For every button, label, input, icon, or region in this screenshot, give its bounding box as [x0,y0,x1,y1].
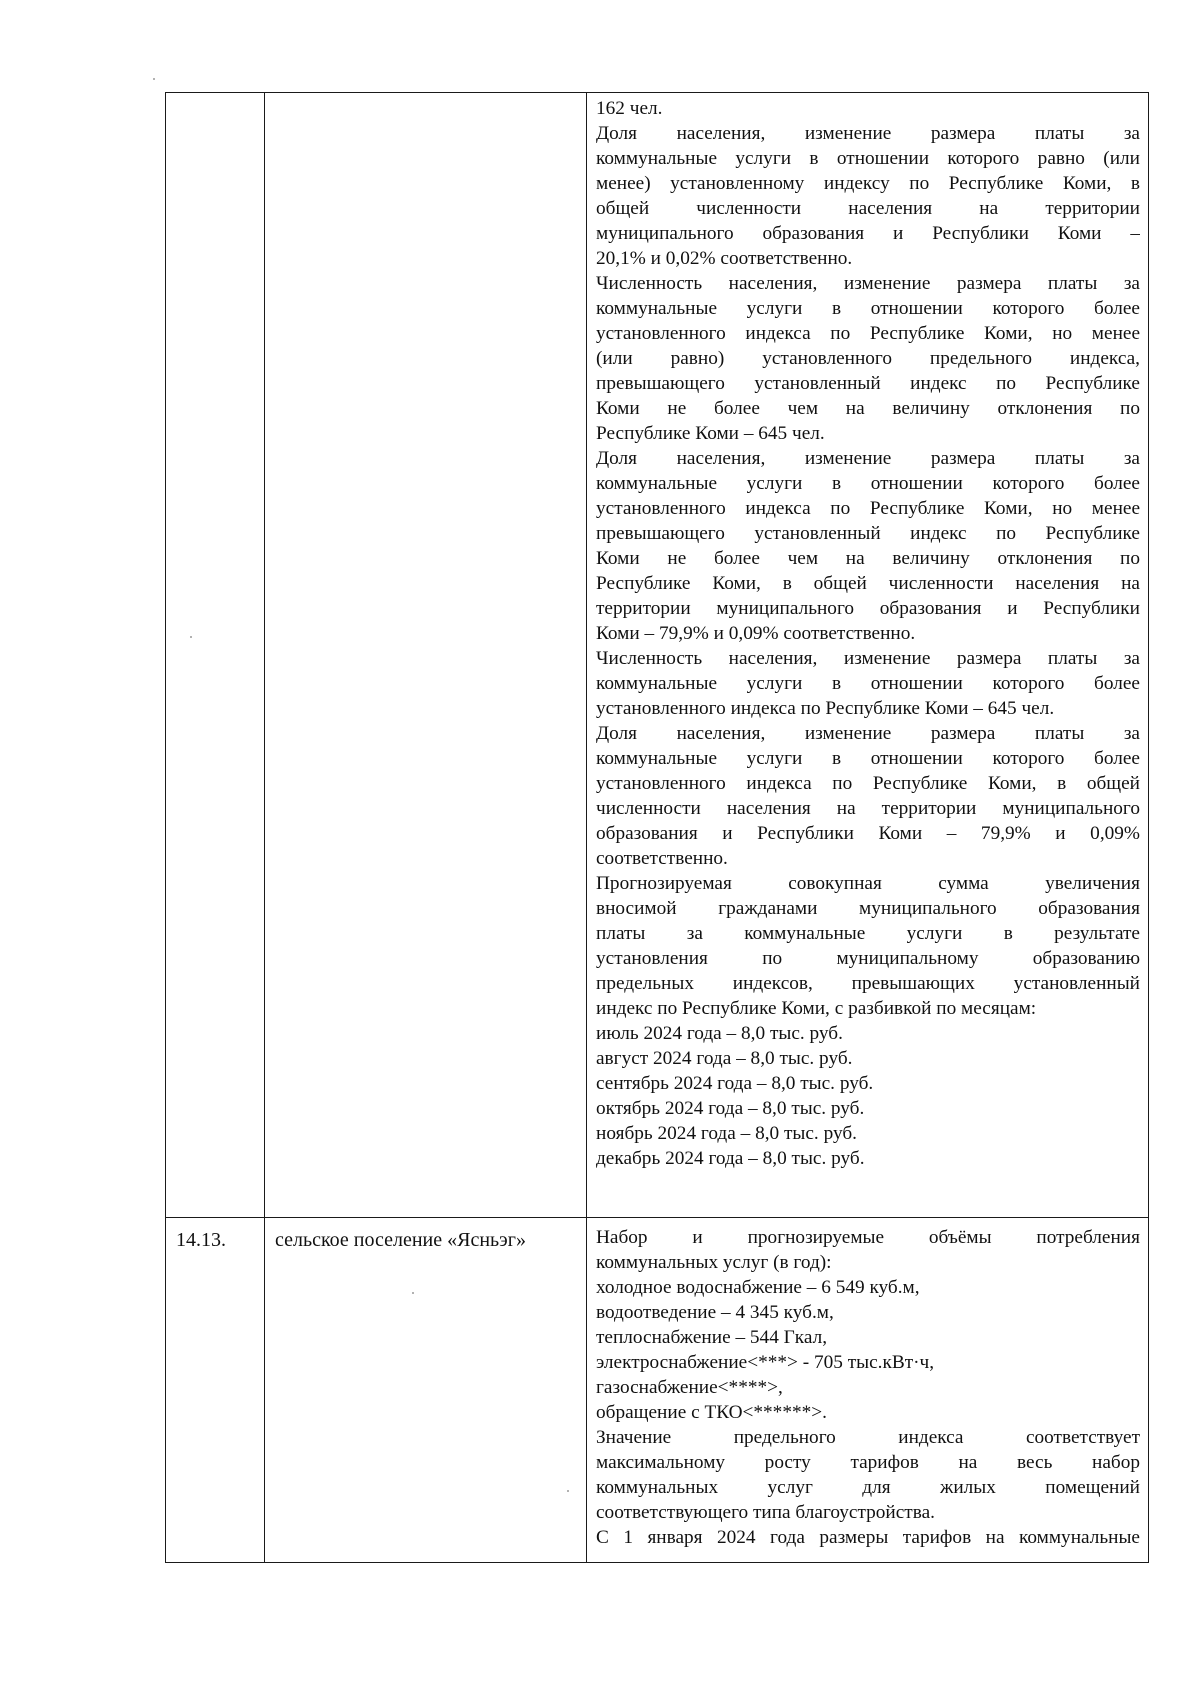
text-line: коммунальные услуги в отношении которого равно (или [596,148,1140,169]
text-line: территории муниципального образования и Республики [596,598,1140,619]
text-line: платы за коммунальные услуги в результате [596,923,1140,944]
text-line: установленного индекса по Республике Коми – 645 чел. [596,698,1055,719]
text-line: Доля населения, изменение размера платы за [596,448,1140,469]
text-line: обращение с ТКО<******>. [596,1402,827,1423]
scan-speck [412,1292,414,1294]
text-line: декабрь 2024 года – 8,0 тыс. руб. [596,1148,865,1169]
text-line: Доля населения, изменение размера платы за [596,723,1140,744]
text-line: коммунальные услуги в отношении которого более [596,298,1140,319]
text-line: муниципального образования и Республики Коми – [596,223,1140,244]
text-line: июль 2024 года – 8,0 тыс. руб. [596,1023,843,1044]
text-line: ноябрь 2024 года – 8,0 тыс. руб. [596,1123,857,1144]
text-line: холодное водоснабжение – 6 549 куб.м, [596,1277,920,1298]
text-line: коммунальных услуг для жилых помещений [596,1477,1140,1498]
text-line: Доля населения, изменение размера платы за [596,123,1140,144]
text-line: соответственно. [596,848,728,869]
table-row [166,93,1149,1218]
text-line: водоотведение – 4 345 куб.м, [596,1302,834,1323]
text-line: Прогнозируемая совокупная сумма увеличения [596,873,1140,894]
description-text [596,1225,1140,1550]
text-line: соответствующего типа благоустройства. [596,1502,935,1523]
text-line: численности населения на территории муниципального [596,798,1140,819]
text-line: сентябрь 2024 года – 8,0 тыс. руб. [596,1073,874,1094]
scan-speck [190,636,192,638]
text-line: Набор и прогнозируемые объёмы потребления [596,1227,1140,1248]
tariff-table [165,92,1149,1563]
text-line: коммунальные услуги в отношении которого более [596,673,1140,694]
text-line: превышающего установленный индекс по Республике [596,523,1140,544]
text-line: установленного индекса по Республике Коми, но менее [596,323,1140,344]
text-line: Численность населения, изменение размера платы за [596,273,1140,294]
text-line: (или равно) установленного предельного индекса, [596,348,1140,369]
text-line: электроснабжение<***> - 705 тыс.кВт·ч, [596,1352,935,1373]
text-line: Численность населения, изменение размера платы за [596,648,1140,669]
text-line: установленного индекса по Республике Коми, в общей [596,773,1140,794]
text-line: максимальному росту тарифов на весь набор [596,1452,1140,1473]
text-line: коммунальных услуг (в год): [596,1252,832,1273]
municipality-name-cell [265,93,587,1218]
text-line: предельных индексов, превышающих установленный [596,973,1140,994]
text-line: индекс по Республике Коми, с разбивкой по месяцам: [596,998,1037,1019]
text-line: Коми не более чем на величину отклонения по [596,548,1140,569]
text-line: менее) установленному индексу по Республике Коми, в [596,173,1140,194]
municipality-name-cell: сельское поселение «Ясньэг» [265,1218,587,1563]
text-line: установленного индекса по Республике Коми, но менее [596,498,1140,519]
text-line: октябрь 2024 года – 8,0 тыс. руб. [596,1098,865,1119]
text-line: установления по муниципальному образованию [596,948,1140,969]
text-line: вносимой гражданами муниципального образования [596,898,1140,919]
text-line: Коми не более чем на величину отклонения по [596,398,1140,419]
text-line: коммунальные услуги в отношении которого более [596,473,1140,494]
text-line: газоснабжение<****>, [596,1377,783,1398]
row-number-cell: 14.13. [166,1218,265,1563]
text-line: теплоснабжение – 544 Гкал, [596,1327,828,1348]
description-cell [587,1218,1149,1563]
description-cell [587,93,1149,1218]
text-line: Республике Коми – 645 чел. [596,423,825,444]
text-line: образования и Республики Коми – 79,9% и 0,09% [596,823,1140,844]
text-line: С 1 января 2024 года размеры тарифов на коммунальные [596,1527,1140,1548]
scan-speck [153,78,155,80]
description-text [596,96,1140,1171]
text-line: коммунальные услуги в отношении которого более [596,748,1140,769]
text-line: Значение предельного индекса соответствует [596,1427,1140,1448]
text-line: превышающего установленный индекс по Республике [596,373,1140,394]
text-line: 20,1% и 0,02% соответственно. [596,248,853,269]
text-line: 162 чел. [596,98,663,119]
text-line: Республике Коми, в общей численности населения на [596,573,1140,594]
text-line: август 2024 года – 8,0 тыс. руб. [596,1048,853,1069]
scan-speck [567,1490,569,1492]
text-line: Коми – 79,9% и 0,09% соответственно. [596,623,916,644]
text-line: общей численности населения на территории [596,198,1140,219]
table-row [166,1218,1149,1563]
row-number-cell [166,93,265,1218]
